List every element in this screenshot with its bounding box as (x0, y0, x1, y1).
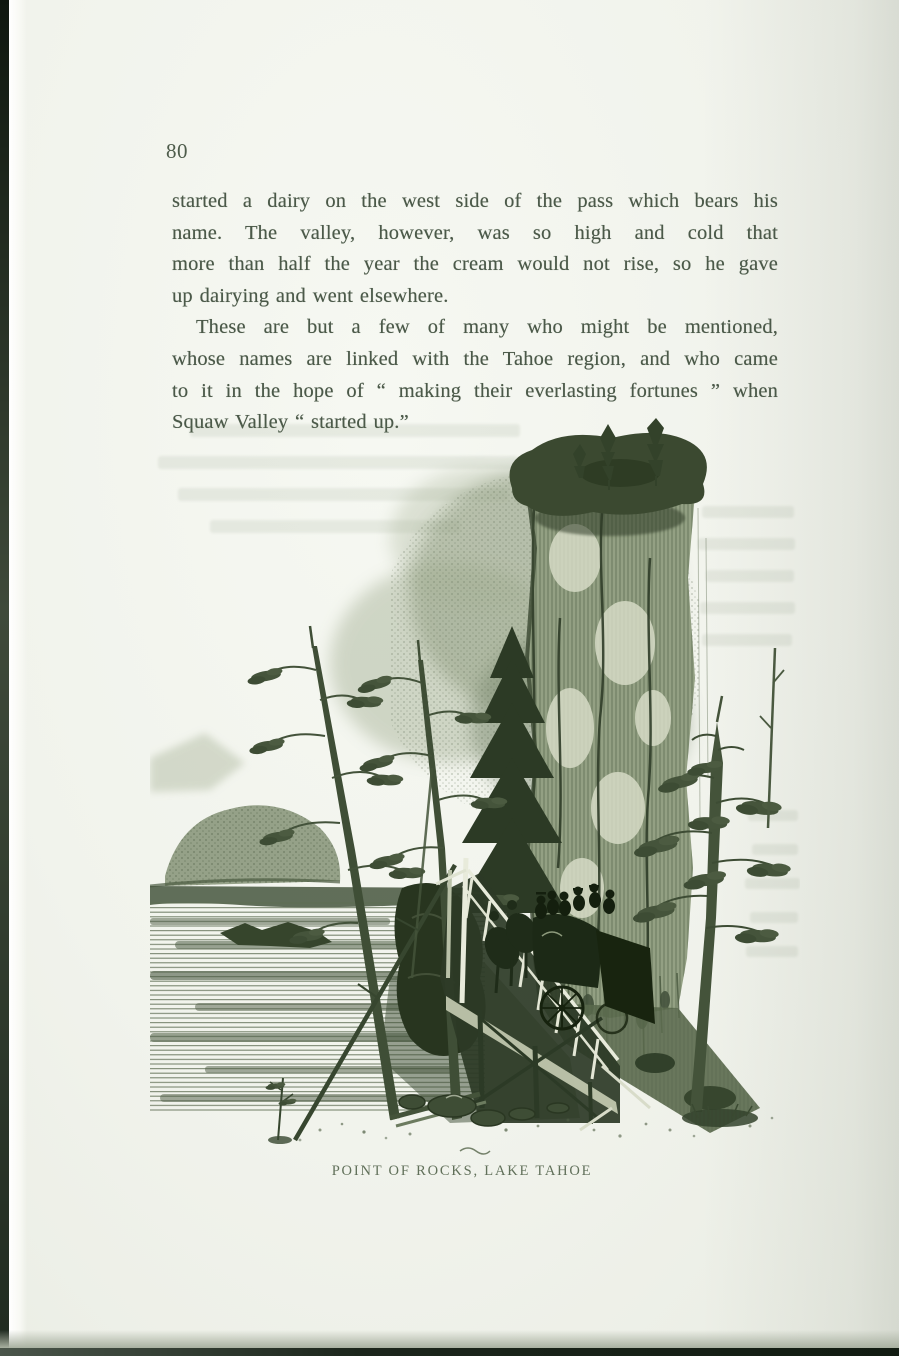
text-line: Squaw Valley “ started up.” (172, 411, 409, 434)
illustration-caption: POINT OF ROCKS, LAKE TAHOE (331, 1163, 593, 1179)
text-line: started a dairy on the west side of the pass which bears his (172, 190, 778, 212)
text-line: more than half the year the cream would not rise, so he gave (172, 253, 778, 276)
engraving-svg (150, 418, 800, 1163)
page-number: 80 (166, 139, 188, 163)
scanner-bed-edge (0, 1348, 899, 1356)
text-line: name. The valley, however, was so high and cold that (172, 221, 778, 244)
text-line: up dairying and went elsewhere. (172, 284, 449, 307)
paragraph-1 (172, 186, 778, 312)
text-line: whose names are linked with the Tahoe region, and who came (172, 347, 778, 370)
page-edge-highlight (9, 0, 27, 1356)
text-line: to it in the hope of “ making their everlasting fortunes ” when (172, 379, 778, 402)
page-bottom-curl (0, 1330, 899, 1348)
coach-wheel (541, 987, 583, 1029)
text-line: These are but a few of many who might be mentioned, (196, 316, 778, 339)
distant-shore (150, 733, 340, 886)
book-spine-edge (0, 0, 9, 1356)
illustration-point-of-rocks (150, 418, 800, 1163)
body-text (172, 186, 778, 439)
